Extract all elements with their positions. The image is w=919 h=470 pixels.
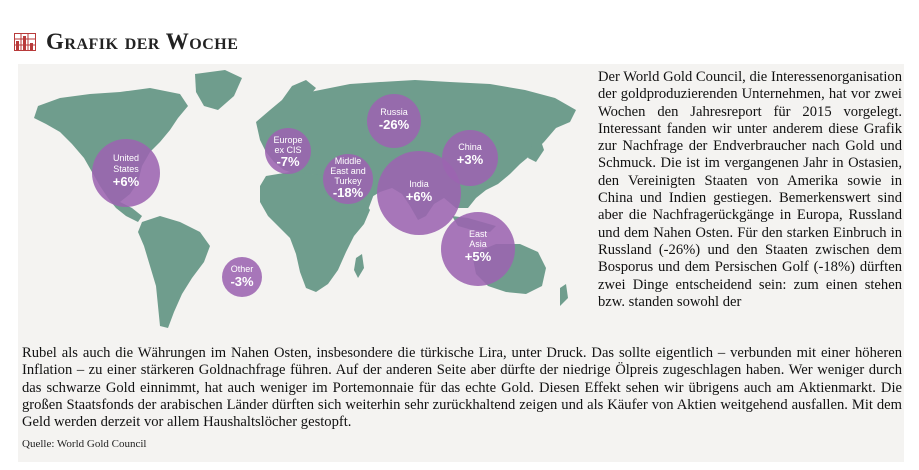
label-name-india: India xyxy=(409,179,429,189)
label-value-china: +3% xyxy=(456,152,484,167)
label-name-europe: Europe xyxy=(273,135,303,145)
article-text-full-width: Rubel als auch die Währungen im Nahen Osten, insbesondere die türkische Lira, unter Druck. Das sollte eigentlich – verbunden mit einer höheren Inflation – zu einer stärkeren Goldnachfrage führen. Auf der anderen Seite aber dürfte der niedrige Ölpreis zugeschlagen haben. Wer weniger durch das schwarze Gold einnimmt, hat auch weniger im Portemonnaie für das echte Gold. Diesen Effekt sehen wir übrigens auch am Aktienmarkt. Die großen Staatsfonds der arabischen Länder dürften sich weiterhin sehr zurückhaltend zeigen und als Käufer von Aktien weitgehend ausfallen. Mit dem Geld werden derzeit vor allem Haushaltslöcher gestopft. xyxy=(22,345,902,431)
label-value-india: +6% xyxy=(405,189,433,204)
bar-chart-icon xyxy=(14,33,36,51)
new-zealand-shape xyxy=(560,284,568,306)
world-map xyxy=(20,66,592,334)
label-value-other: -3% xyxy=(230,274,254,289)
label-name-middle-east-3: Turkey xyxy=(334,176,362,186)
label-value-united-states: +6% xyxy=(112,174,140,189)
label-name-east-asia: East xyxy=(468,229,488,239)
label-name-europe-2: ex CIS xyxy=(274,145,302,155)
label-value-russia: -26% xyxy=(378,117,410,132)
label-name-middle-east: Middle xyxy=(334,156,362,166)
page-title: Grafik der Woche xyxy=(46,29,239,54)
label-name-other: Other xyxy=(230,264,254,274)
article-text-right-column: Der World Gold Council, die Interessenorganisation der goldproduzierenden Unternehmen, hat vor zwei Wochen den Jahresreport für 2015 vorgelegt. Interessant fanden wir unter anderem diese Grafik zur Nachfrage der Endverbraucher nach Gold und Schmuck. Die ist im vergangenen Jahr in Ostasien, den Vereinigten Staaten von Amerika sowie in China und Indien gestiegen. Bemerkenswert sind aber die Nachfragerückgänge in Europa, Russland und dem Nahen Osten. Für den starken Einbruch in Russland (-26%) und den Staaten zwischen dem Bosporus und dem Persischen Golf (-18%) dürften zwei Dinge entscheidend sein: zum einen stehen bzw. standen sowohl der xyxy=(598,69,902,310)
south-america-shape xyxy=(138,216,210,328)
label-value-europe: -7% xyxy=(276,154,300,169)
source-credit: Quelle: World Gold Council xyxy=(22,438,147,450)
label-name-east-asia-2: Asia xyxy=(469,239,487,249)
label-name-middle-east-2: East and xyxy=(330,166,366,176)
greenland-shape xyxy=(195,70,242,110)
label-value-east-asia: +5% xyxy=(464,249,492,264)
label-name-united-states: United xyxy=(112,153,140,163)
label-name-china: China xyxy=(458,142,482,152)
label-value-middle-east: -18% xyxy=(332,185,364,200)
section-header xyxy=(14,28,238,56)
label-name-russia: Russia xyxy=(380,107,408,117)
label-name-united-states-2: States xyxy=(113,164,139,174)
madagascar-shape xyxy=(354,254,364,278)
